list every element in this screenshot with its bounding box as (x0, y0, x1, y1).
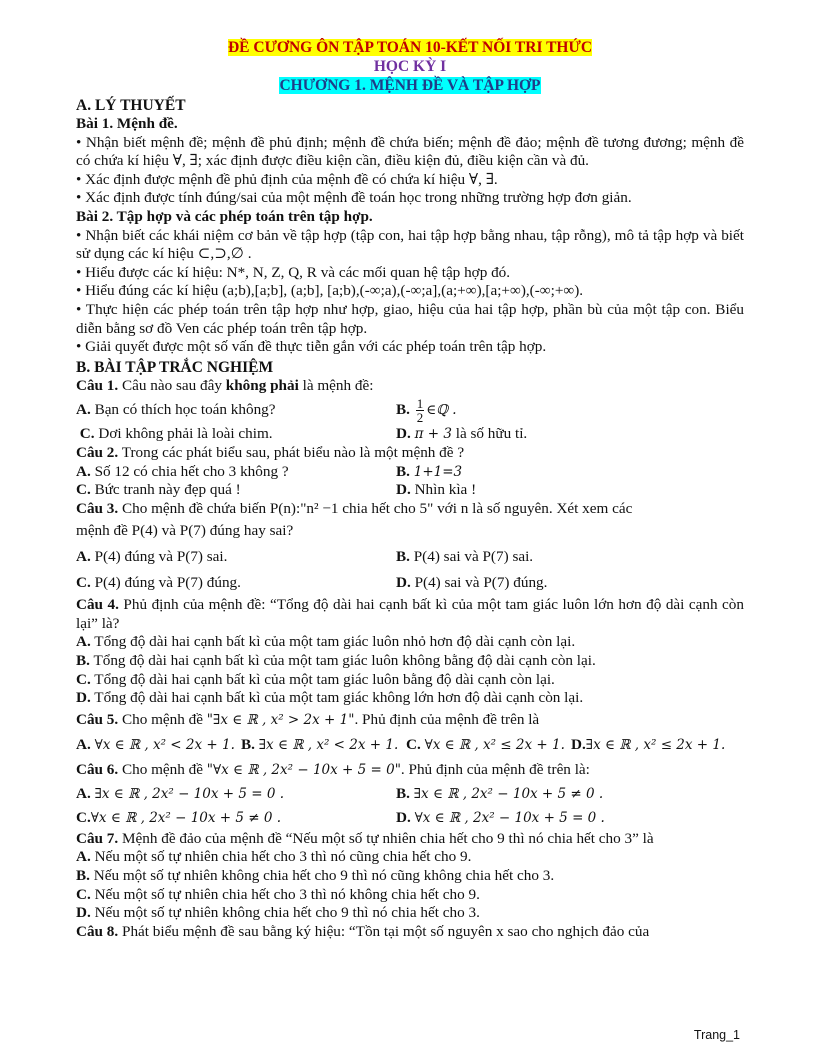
answer-a: A. ∃x ∈ ℝ , 2x² − 10x + 5 = 0 . (76, 784, 285, 802)
lesson1-item: • Xác định được tính đúng/sai của một mệnh đề toán học trong những trường hợp đơn giản. (76, 189, 632, 207)
lesson1-item: • Nhận biết mệnh đề; mệnh đề phủ định; mệnh đề chứa biến; mệnh đề đảo; mệnh đề tương đương; mệnh đề có chứa kí hiệu ∀, ∃; xác định được điều kiện cần, điều kiện đủ, điều kiện cần và đủ. (76, 133, 744, 170)
lesson2-item: • Nhận biết các khái niệm cơ bản về tập hợp (tập con, hai tập hợp bằng nhau, tập rỗng), mô tả tập hợp và biết sử dụng các kí hiệu ⊂,⊃,∅ . (76, 226, 744, 263)
answer-row (76, 782, 744, 806)
answer-c: C. Nếu một số tự nhiên chia hết cho 3 thì nó không chia hết cho 9. (76, 885, 480, 903)
answer-d: D. π + 3 là số hữu tỉ. (396, 425, 528, 443)
lesson2-title: Bài 2. Tập hợp và các phép toán trên tập hợp. (76, 207, 373, 225)
answer-c: C. Tổng độ dài hai cạnh bất kì của một tam giác luôn bằng độ dài cạnh còn lại. (76, 670, 555, 688)
lesson1-title: Bài 1. Mệnh đề. (76, 115, 178, 132)
doc-title: ĐỀ CƯƠNG ÔN TẬP TOÁN 10-KẾT NỐI TRI THỨC (227, 39, 593, 56)
question-3-line2: mệnh đề P(4) và P(7) đúng hay sai? (76, 522, 294, 540)
exercises-heading: B. BÀI TẬP TRẮC NGHIỆM (76, 358, 274, 376)
lesson2-item: • Thực hiện các phép toán trên tập hợp như hợp, giao, hiệu của hai tập hợp, phần bù của một tập con. Biểu diễn bằng sơ đồ Ven các phép toán trên tập hợp. (76, 300, 744, 337)
lesson2-item: • Giải quyết được một số vấn đề thực tiễn gắn với các phép toán trên tập hợp. (76, 338, 547, 356)
fraction: $\frac{1}{2}$ (416, 395, 424, 425)
question-6: Câu 6. Cho mệnh đề "∀x ∈ ℝ , 2x² − 10x + 5 = 0". Phủ định của mệnh đề trên là: (76, 760, 590, 778)
page-number: Trang_1 (693, 1028, 740, 1042)
question-7: Câu 7. Mệnh đề đảo của mệnh đề “Nếu một số tự nhiên chia hết cho 9 thì nó chia hết cho 3” là (76, 829, 654, 847)
answer-a: A. ∀x ∈ ℝ , x² < 2x + 1. (76, 735, 235, 753)
answer-a: A. Nếu một số tự nhiên chia hết cho 3 thì nó cũng chia hết cho 9. (76, 848, 472, 866)
answer-c: C. P(4) đúng và P(7) đúng. (76, 574, 241, 592)
answer-b: B. ∃x ∈ ℝ , 2x² − 10x + 5 ≠ 0 . (396, 784, 604, 802)
answer-c: C. ∀x ∈ ℝ , x² ≤ 2x + 1. (406, 735, 565, 753)
question-3: Câu 3. Cho mệnh đề chứa biến P(n):"n² −1 chia hết cho 5" với n là số nguyên. Xét xem các (76, 499, 633, 517)
answer-b: B. 1+1=3 (396, 462, 463, 480)
doc-header (76, 38, 744, 95)
answer-row (76, 544, 744, 570)
question-1: Câu 1. Câu nào sau đây không phải là mệnh đề: (76, 376, 374, 394)
semester-label: HỌC KỲ I (373, 58, 447, 75)
answer-b: B. Tổng độ dài hai cạnh bất kì của một tam giác luôn không bằng độ dài cạnh còn lại. (76, 652, 596, 670)
answer-d: D. Nếu một số tự nhiên không chia hết cho 9 thì nó chia hết cho 3. (76, 904, 480, 922)
answer-row (76, 806, 744, 830)
lesson2-item: • Hiểu được các kí hiệu: N*, N, Z, Q, R và các mối quan hệ tập hợp đó. (76, 263, 511, 281)
lesson2-item: • Hiểu đúng các kí hiệu (a;b),[a;b], (a;b], [a;b),(-∞;a),(-∞;a],(a;+∞),[a;+∞),(-∞;+∞). (76, 282, 584, 300)
answer-c: C. Bức tranh này đẹp quá ! (76, 481, 241, 499)
answer-row (76, 570, 744, 596)
question-5: Câu 5. Cho mệnh đề "∃x ∈ ℝ , x² > 2x + 1". Phủ định của mệnh đề trên là (76, 710, 540, 728)
chapter-title: CHƯƠNG 1. MỆNH ĐỀ VÀ TẬP HỢP (279, 77, 541, 94)
answer-row (76, 395, 744, 425)
answer-b: B. $\frac{1}{2}$ ∈ℚ . (396, 395, 457, 425)
answer-b: B. P(4) sai và P(7) sai. (396, 548, 534, 566)
answer-a: A. P(4) đúng và P(7) sai. (76, 548, 228, 566)
question-2: Câu 2. Trong các phát biểu sau, phát biểu nào là một mệnh đề ? (76, 443, 465, 461)
answer-row (76, 463, 744, 482)
answer-d: D.∃x ∈ ℝ , x² ≤ 2x + 1. (571, 735, 726, 753)
document-page (76, 38, 744, 941)
answer-a: A. Số 12 có chia hết cho 3 không ? (76, 462, 289, 480)
question-4: Câu 4. Phủ định của mệnh đề: “Tổng độ dài hai cạnh bất kì của một tam giác luôn lớn hơn độ dài cạnh còn lại” là? (76, 596, 744, 632)
question-label: Câu 1. (76, 376, 119, 394)
theory-heading: A. LÝ THUYẾT (76, 97, 186, 114)
answer-b: B. ∃x ∈ ℝ , x² < 2x + 1. (241, 735, 399, 753)
answer-d: D. ∀x ∈ ℝ , 2x² − 10x + 5 = 0 . (396, 808, 605, 826)
answer-d: D. P(4) sai và P(7) đúng. (396, 574, 548, 592)
answer-c: C. Dơi không phải là loài chim. (79, 425, 273, 443)
answer-row (76, 425, 744, 444)
answer-a: A. Bạn có thích học toán không? (76, 401, 276, 419)
answer-c: C.∀x ∈ ℝ , 2x² − 10x + 5 ≠ 0 . (76, 808, 282, 826)
answer-d: D. Tổng độ dài hai cạnh bất kì của một tam giác không lớn hơn độ dài cạnh còn lại. (76, 689, 584, 707)
answer-a: A. Tổng độ dài hai cạnh bất kì của một tam giác luôn nhỏ hơn độ dài cạnh còn lại. (76, 633, 576, 651)
answer-b: B. Nếu một số tự nhiên không chia hết cho 9 thì nó cũng không chia hết cho 3. (76, 867, 555, 885)
answer-row (76, 481, 744, 500)
answer-d: D. Nhìn kìa ! (396, 481, 477, 499)
lesson1-item: • Xác định được mệnh đề phủ định của mệnh đề có chứa kí hiệu ∀, ∃. (76, 170, 498, 188)
question-8: Câu 8. Phát biểu mệnh đề sau bằng ký hiệu: “Tồn tại một số nguyên x sao cho nghịch đảo của (76, 922, 650, 940)
answer-row (76, 732, 744, 758)
